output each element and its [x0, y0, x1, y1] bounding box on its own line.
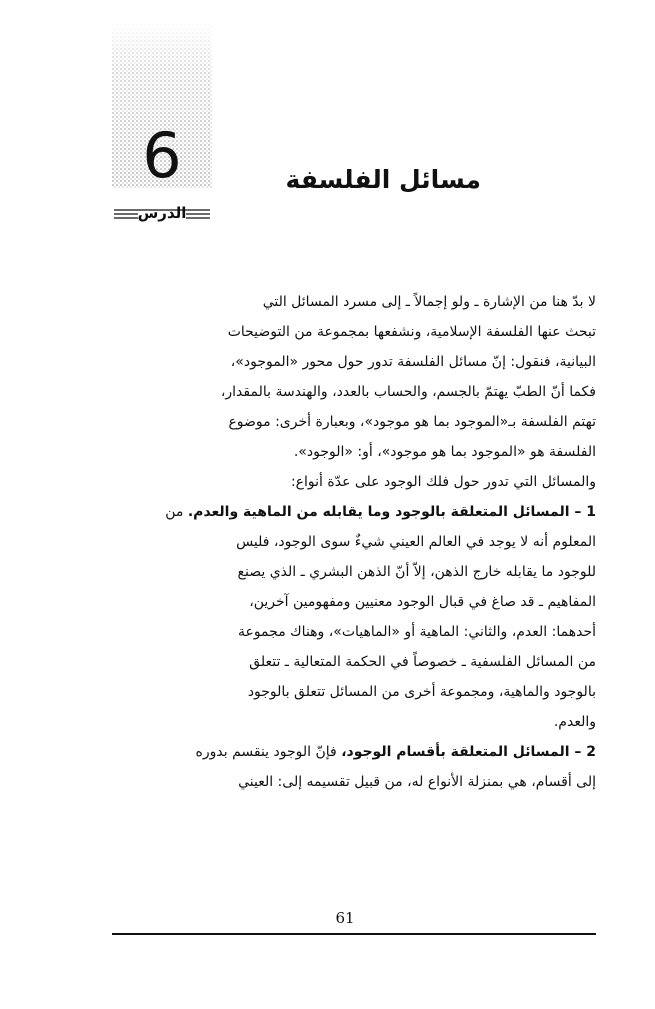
body-text — [104, 287, 596, 797]
lesson-number: 6 — [142, 119, 182, 192]
body-line: والعدم. — [553, 714, 596, 730]
lesson-label: الدرس — [137, 204, 187, 222]
list-item-1-first-line — [104, 497, 596, 527]
chapter-title: مسائل الفلسفة — [285, 165, 481, 194]
body-line: البيانية، فنقول: إنّ مسائل الفلسفة تدور حول محور «الموجود»، — [230, 354, 596, 370]
footer-rule — [112, 933, 596, 935]
body-line: تبحث عنها الفلسفة الإسلامية، ونشفعها بمجموعة من التوضيحات — [227, 324, 596, 340]
list-item-2-text: فإنّ الوجود ينقسم بدوره — [195, 744, 337, 760]
body-line: الفلسفة هو «الموجود بما هو موجود»، أو: «الوجود». — [293, 444, 596, 460]
list-item-1-text: من — [165, 504, 184, 520]
body-line: أحدهما: العدم، والثاني: الماهية أو «الماهيات»، وهناك مجموعة — [237, 624, 596, 640]
body-line: من المسائل الفلسفية ـ خصوصاً في الحكمة المتعالية ـ تتعلق — [249, 654, 596, 670]
body-line: والمسائل التي تدور حول فلك الوجود على عدّة أنواع: — [290, 474, 596, 490]
body-line: المفاهيم ـ قد صاغ في قبال الوجود معنيين ومفهومين آخرين، — [249, 594, 596, 610]
body-line: فكما أنّ الطبّ يهتمّ بالجسم، والحساب بالعدد، والهندسة بالمقدار، — [220, 384, 596, 400]
body-line: للوجود ما يقابله خارج الذهن، إلاّ أنّ الذهن البشري ـ الذي يصنع — [237, 564, 596, 580]
body-line: لا بدّ هنا من الإشارة ـ ولو إجمالاً ـ إلى مسرد المسائل التي — [262, 294, 596, 310]
list-item-2-first-line — [104, 737, 596, 767]
list-item-1-heading: 1 – المسائل المتعلقة بالوجود وما يقابله من الماهية والعدم. — [187, 504, 596, 520]
body-line: المعلوم أنه لا يوجد في العالم العيني شيءٌ سوى الوجود، فليس — [236, 534, 596, 550]
page-number: 61 — [335, 909, 355, 927]
body-line: تهتم الفلسفة بـ«الموجود بما هو موجود»، وبعبارة أخرى: موضوع — [228, 414, 596, 430]
body-line: بالوجود والماهية، ومجموعة أخرى من المسائل تتعلق بالوجود — [247, 684, 596, 700]
list-item-2-heading: 2 – المسائل المتعلقة بأقسام الوجود، — [341, 744, 596, 760]
body-line: إلى أقسام، هي بمنزلة الأنواع له، من قبيل تقسيمه إلى: العيني — [238, 774, 596, 790]
